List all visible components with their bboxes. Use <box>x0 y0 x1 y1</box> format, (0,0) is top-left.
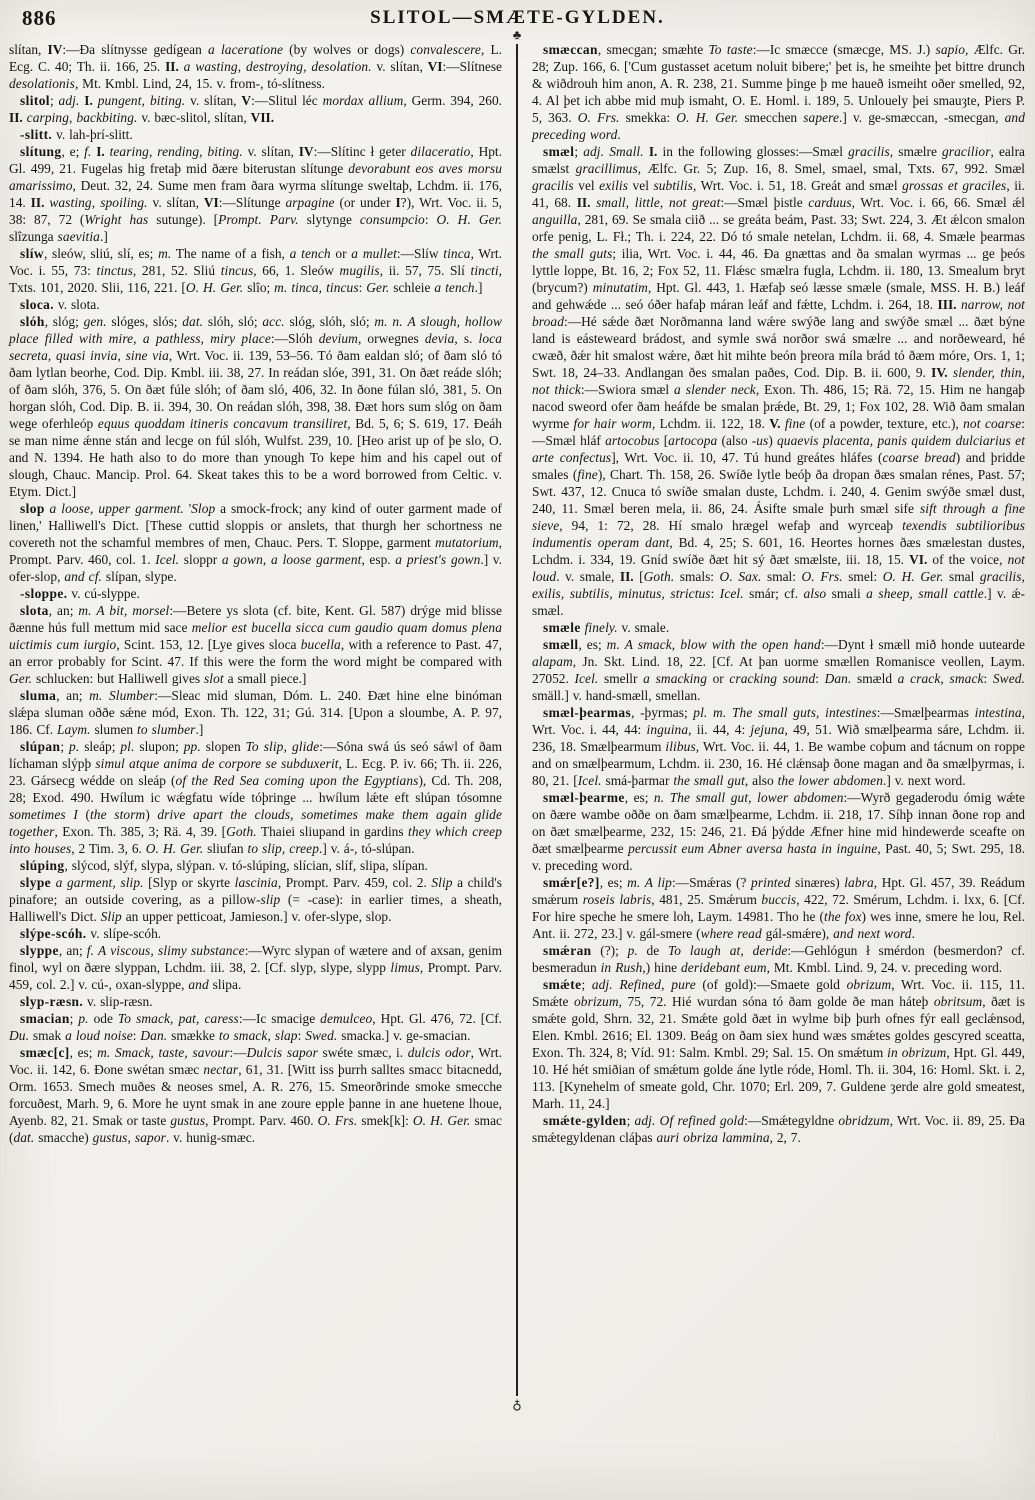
entry-headword: smæl-þearmas <box>543 705 632 720</box>
entry-headword: smæl <box>543 144 575 159</box>
dictionary-entry: smæl-þearmas, -þyrmas; pl. m. The small guts, intestines:—Smælþearmas intestina, Wrt. Voc. i. 44, 44: inguina, ii. 44, 4: jejuna, 49, 51. Wið smælþearma sáre, Lchdm. ii. 236, 18. Smælþearmum ilibus, Wrt. Voc. ii. 44, 1. Be wambe coþum and tácnum on roppe and on smælþearmum, Lchdm. ii. 230, 16. Hé clǽnsaþ ðone magan and ða smælþyrmas, i. 80, 21. [Icel. smá-þarmar the small gut, also the lower abdomen.] v. next word. <box>532 705 1026 788</box>
entry-headword: smæccan <box>543 42 598 57</box>
dictionary-entry: slúpan; p. sleáp; pl. slupon; pp. slopen To slip, glide:—Sóna swá ús seó sáwl of ðam líchaman slýpþ simul atque anima de corpore se subduxerit, L. Ecg. P. iv. 66; Th. ii. 226, 23. Gársecg wédde on sleáp (of the Red Sea coming upon the Egyptians), Cd. Th. 208, 28; Exod. 490. Hwílum ic wǽgfatu wíde tóþringe ... hwílum lǽte eft slúpan tósomne sometimes I (the storm) drive apart the clouds, sometimes make them again glide together, Exon. Th. 385, 3; Rä. 4, 39. [Goth. Thaiei sliupand in gardins they which creep into houses, 2 Tim. 3, 6. O. H. Ger. sliufan to slip, creep.] v. á-, tó-slúpan. <box>9 739 503 856</box>
entry-headword: slúpan <box>20 739 61 754</box>
dictionary-entry: slyppe, an; f. A viscous, slimy substance:—Wyrc slypan of wætere and of axsan, genim finol, wyl on ðære slyppan, Lchdm. iii. 38, 2. [Cf. slyp, slype, slypp limus, Prompt. Parv. 459, col. 2.] v. cú-, oxan-slyppe, and slipa. <box>9 943 503 992</box>
entry-headword: smæle <box>543 620 581 635</box>
right-column <box>532 41 1025 1146</box>
entry-headword: -sloppe. <box>20 586 68 601</box>
entry-headword: slyppe <box>20 943 59 958</box>
dictionary-entry: sloca. v. slota. <box>20 297 100 312</box>
dictionary-entry: smǽte-gylden; adj. Of refined gold:—Smǽtegyldne obridzum, Wrt. Voc. ii. 89, 25. Ða smǽtegyldenan cláþas auri obriza lammina, 2, 7. <box>532 1113 1025 1145</box>
entry-headword: smǽr[e?] <box>543 875 600 890</box>
entry-headword: smǽran <box>543 943 592 958</box>
entry-headword: smacian <box>20 1011 70 1026</box>
entry-headword: smǽte-gylden <box>543 1113 627 1128</box>
dictionary-entry: smæl; adj. Small. I. in the following glosses:—Smæl gracilis, smælre gracilior, ealra smælst gracillimus, Ælfc. Gr. 5; Zup. 16, 8. Smel, smael, smal, Txts. 67, 992. Smæl gracilis vel exilis vel subtilis, Wrt. Voc. i. 51, 18. Greát and smæl grossas et graciles, ii. 41, 68. II. small, little, not great:—Smæl þistle carduus, Wrt. Voc. i. 66, 66. Smæl ǽl anguilla, 281, 69. Se smala ciið ... se greáta beám, Past. 33; Swt. 224, 3. Æt ǽlcon smalon orfe penig, L. Fł.; Th. i. 224, 22. Dó tó smale netelan, Lchdm. ii. 68, 4. Smæle þearmas the small guts; ilia, Wrt. Voc. i. 44, 46. Ða gnættas and ða smalan wyrmas ... ge þeós lyttle loppe, Bt. 16, 2; Fox 52, 11. Flǽsc smælra fugla, Lchdm. ii. 180, 13. Smealum bryt (brycum?) minutatim, Hpt. Gl. 443, 1. Hæfaþ seó læsse smæle (smale, MSS. H. B.) leáf and gehwǽde ... seó óðer hafaþ máran leáf and fǽtte, Lchdm. i. 264, 18. III. narrow, not broad:—Hé sǽde ðæt Norðmanna land wǽre swýðe lang and swýðe smæl ... ðæt býne land is eásteweard brádost, and symle swá norðor swá smælre ... and norðeweard, hé cwæð, ðǽr hit smalost wǽre, ðæt hit mihte beón þreora míla brád tó ðæm móre, Ors. 1, 1; Swt. 18, 24–33. Andlangan ðes smalan paðes, Cod. Dip. B. ii. 600, 9. IV. slender, thin, not thick:—Swiora smæl a slender neck, Exon. Th. 486, 15; Rä. 72, 15. Him ne hangaþ nacod sweord ofer ðam heáfde be smalan þrǽde, Bt. 29, 1; Fox 102, 28. Wið ðam smalan wyrme for hair worm, Lchdm. ii. 122, 18. V. fine (of a powder, texture, etc.), not coarse:—Smæl hláf artocobus [artocopa (also -us) quaevis placenta, panis quidem dulciarius et arte confectus], Wrt. Voc. ii. 10, 47. Tú hund greátes hláfes (coarse bread) and þridde smales (fine), Chart. Th. 158, 26. Swíðe lytle beóþ ða dropan ðæs smalan rénes, Past. 57; Swt. 437, 12. Cnuca tó swíðe smalan duste, Lchdm. i. 240, 4. Genim swýðe smæl dust, 240, 11. Smæl beren mela, ii. 86, 24. Ásifte smale þurh smæl sife sift through a fine sieve, 94, 1: 72, 28. Hí smalo hrægel wefaþ and wyrceaþ texendis subtilioribus indumentis operam dant, Bd. 4, 25; S. 601, 16. Heortes hornes ðæs smælestan dustes, Lchdm. i. 334, 19. Gníd swíðe ðæt hit sý ðæt smælste, iii. 18, 15. VI. of the voice, not loud. v. smale, II. [Goth. smals: O. Sax. smal: O. Frs. smel: O. H. Ger. smal gracilis, exilis, subtilis, minutus, strictus: Icel. smár; cf. also smali a sheep, small cattle.] v. ǽ-smæl. <box>532 144 1026 618</box>
dictionary-entry: smacian; p. ode To smack, pat, caress:—Ic smacige demulceo, Hpt. Gl. 476, 72. [Cf. Du. smak a loud noise: Dan. smække to smack, slap: Swed. smacka.] v. ge-smacian. <box>9 1011 503 1043</box>
entry-headword: smæll <box>543 637 579 652</box>
dictionary-entry: smæle finely. v. smale. <box>543 620 670 635</box>
entry-headword: slítung <box>20 144 62 159</box>
dictionary-entry: slyp-ræsn. v. slip-ræsn. <box>20 994 153 1009</box>
dictionary-entry: slítan, IV:—Ða slítnysse gedígean a laceratione (by wolves or dogs) convalescere, L. Ecg. C. 40; Th. ii. 166, 25. II. a wasting, destroying, desolation. v. slítan, VI:—Slítnese desolationis, Mt. Kmbl. Lind, 24, 15. v. from-, tó-slítness. <box>9 42 502 91</box>
dictionary-entry: slop a loose, upper garment. 'Slop a smock-frock; any kind of outer garment made of linen,' Halliwell's Dict. [These cuttid sloppis or anslets, that thurgh her schortness ne covereth not the schamful membres of men, Chauc. Pers. T. Sloppe, garment mutatorium, Prompt. Parv. 460, col. 1. Icel. sloppr a gown, a loose garment, esp. a priest's gown.] v. ofer-slop, and cf. slípan, slype. <box>9 501 502 584</box>
dictionary-entry: slóh, slóg; gen. slóges, slós; dat. slóh, sló; acc. slóg, slóh, sló; m. n. A slough, hollow place filled with mire, a pathless, miry place:—Slóh devium, orwegnes devia, s. loca secreta, quasi invia, sine via, Wrt. Voc. ii. 139, 53–56. Tó ðam ealdan sló; of ðam sló tó ðam lytlan beorhe, Cod. Dip. Kmbl. iii. 38, 27. In reádan slóe, 391, 31. On ðæt reáde slóh; of ðam slóh, 376, 5. On ðæt fúle slóh; of ðam sló, 406, 32. In ðone fúlan sló, 381, 5. On horgan slóh, Cod. Dip. B. ii. 394, 30. On reádan slóh, 398, 38. Ðæt hors sum slóg on ðam wege oferhleóp equus quoddam itineris concavum transiliret, Bd. 5, 6; S. 619, 17. Ðeáh se man nime ǽnne stán and lecge on fúl slóh, Wulfst. 239, 10. [Heo arist up of þe slo, O. and N. 1394. He hath also to do more than ynough To kepe him and his capel out of slough, Chauc. Mancip. Prol. 64. Skeat takes this to be a word borrowed from Celtic. v. Etym. Dict.] <box>9 314 502 499</box>
dictionary-entry: smæl-þearme, es; n. The small gut, lower abdomen:—Wyrð gegaderodu ómig wǽte on ðære wambe oððe on ðam smælþearme, Lchdm. ii. 218, 17. Síhþ innan ðone rop and on ðæt smælþearme, 232, 15: 246, 21. Ðá þýdde Æfner hine mid hindewerde sceafte on ðæt smælþearme percussit eum Abner aversa hasta in inguine, Past. 40, 5; Swt. 295, 18. v. preceding word. <box>532 790 1025 873</box>
column-rule-top-ornament-icon: ♣ <box>512 27 522 42</box>
entry-headword: slyp-ræsn. <box>20 994 84 1009</box>
dictionary-entry: slúping, slýcod, slýf, slypa, slýpan. v. tó-slúping, slícian, slíf, slipa, slípan. <box>20 858 428 873</box>
entry-headword: sloca. <box>20 297 55 312</box>
entry-headword: slype <box>20 875 52 890</box>
entry-headword: slop <box>20 501 45 516</box>
entry-headword: slúping <box>20 858 65 873</box>
entry-headword: smǽte <box>543 977 582 992</box>
page-number: 886 <box>22 6 57 30</box>
dictionary-entry: -sloppe. v. cú-slyppe. <box>20 586 140 601</box>
running-title: SLITOL—SMÆTE-GYLDEN. <box>370 7 665 28</box>
entry-headword: slitol <box>20 93 50 108</box>
dictionary-entry: slype a garment, slip. [Slyp or skyrte lascinia, Prompt. Parv. 459, col. 2. Slip a child's pinafore; an outside covering, as a pillow-slip (= -case): in earlier times, a sheath, Halliwell's Dict. Slip an upper petticoat, Jamieson.] v. ofer-slype, slop. <box>9 875 502 924</box>
entry-headword: smæl-þearme <box>543 790 625 805</box>
dictionary-entry: smǽr[e?], es; m. A lip:—Smǽras (? printed sinæres) labra, Hpt. Gl. 457, 39. Reádum smǽrum roseis labris, 481, 25. Smǽrum buccis, 422, 72. Smérum, Lchdm. i. lxx, 6. [Cf. For hire speche he smere loh, Laym. 14981. Tho he (the fox) wes inne, smere he lou, Rel. Ant. ii. 272, 23.] v. gál-smere (where read gál-smǽre), and next word. <box>532 875 1025 941</box>
text-columns <box>9 41 1026 1146</box>
entry-headword: slýpe-scóh. <box>20 926 87 941</box>
dictionary-entry: slitol; adj. I. pungent, biting. v. slítan, V:—Slitul léc mordax allium, Germ. 394, 260. II. carping, backbiting. v. bæc-slitol, slítan, VII. <box>9 93 503 125</box>
entry-headword: smæc[c] <box>20 1045 70 1060</box>
dictionary-entry: slota, an; m. A bit, morsel:—Betere ys slota (cf. bite, Kent. Gl. 587) drýge mid blisse ðænne hús full mettum mid sace melior est bucella sicca cum gaudio quam domus plena uictimis cum iurgio, Scint. 153, 12. [Lye gives sloca bucella, with a reference to Past. 47, an error probably for Scint. 47. If this were the form the word might be compared with Ger. schlucken: but Halliwell gives slot a small piece.] <box>9 603 503 686</box>
dictionary-entry: slíw, sleów, sliú, slí, es; m. The name of a fish, a tench or a mullet:—Slíw tinca, Wrt. Voc. i. 55, 73: tinctus, 281, 52. Sliú tincus, 66, 1. Sleów mugilis, ii. 57, 75. Slí tincti, Txts. 101, 2020. Slii, 116, 221. [O. H. Ger. slîo; m. tinca, tincus: Ger. schleie a tench.] <box>9 246 502 295</box>
dictionary-entry: smæccan, smecgan; smæhte To taste:—Ic smæcce (smæcge, MS. J.) sapio, Ælfc. Gr. 28; Zup. 166, 6. ['Cum gustasset acetum noluit bibere;' þet is, he smeihte þet bittre drunch & wiðdrouh him anon, A. R. 238, 21. Summe þinge þ me haueð ismeiht oðer smelled, 92, 4. Al þet ich abbe mid muþ ismaht, O. E. Homl. i. 189, 5. Unlouely þei smauȝte, Piers P. 5, 363. O. Frs. smekka: O. H. Ger. smecchen sapere.] v. ge-smæccan, -smecgan, and preceding word. <box>532 42 1026 142</box>
dictionary-entry: smæll, es; m. A smack, blow with the open hand:—Dynt ł smæll mið honde uutearde alapam, Jn. Skt. Lind. 18, 22. [Cf. At þan uorme smællen Romanisce veollen, Laym. 27052. Icel. smellr a smacking or cracking sound: Dan. smæld a crack, smack: Swed. smäll.] v. hand-smæll, smellan. <box>532 637 1025 703</box>
entry-headword: -slitt. <box>20 127 53 142</box>
dictionary-entry: sluma, an; m. Slumber:—Sleac mid sluman, Dóm. L. 240. Ðæt hine elne binóman slǽpa sluman oððe sǽne mód, Exon. Th. 122, 31; Gú. 314. [Upon a sloumbe, A. P. 97, 186. Cf. Laym. slumen to slumber.] <box>9 688 502 737</box>
dictionary-entry: slítung, e; f. I. tearing, rending, biting. v. slítan, IV:—Slítinc ł geter dilaceratio, Hpt. Gl. 499, 21. Fugelas hig fretaþ mid ðære biterustan slítunge devorabunt eos aves morsu amarissimo, Deut. 32, 24. Sume men fram ðara wyrma slítunge sweltaþ, Lchdm. ii. 176, 14. II. wasting, spoiling. v. slítan, VI:—Slítunge arpagine (or under I?), Wrt. Voc. ii. 5, 38: 87, 72 (Wright has sutunge). [Prompt. Parv. slytynge consumpcio: O. H. Ger. slîzunga saevitia.] <box>9 144 502 244</box>
dictionary-entry: smæc[c], es; m. Smack, taste, savour:—Dulcis sapor swéte smæc, i. dulcis odor, Wrt. Voc. ii. 142, 6. Ðone swétan smæc nectar, 61, 31. [Witt iss þurrh salltes smacc bitacnedd, Orm. 1653. Smech muðes & neoses smel, A. R. 276, 15. Smeorðrinde smoke smecche forcuðest, Marh. 9, 6. More he uynt smak in ane zoure epple þanne in ane huetene lhoue, Ayenb. 82, 21. Smak or taste gustus, Prompt. Parv. 460. O. Frs. smek[k]: O. H. Ger. smac (dat. smacche) gustus, sapor. v. hunig-smæc. <box>9 1045 502 1145</box>
left-column <box>9 41 502 1146</box>
dictionary-entry: -slitt. v. lah-þrí-slitt. <box>20 127 133 142</box>
column-rule-bottom-ornament-icon: ♁ <box>512 1397 522 1412</box>
entry-headword: sluma <box>20 688 57 703</box>
dictionary-entry: slýpe-scóh. v. slípe-scóh. <box>20 926 162 941</box>
entry-headword: slíw <box>20 246 44 261</box>
entry-headword: slota <box>20 603 49 618</box>
dictionary-entry: smǽte; adj. Refined, pure (of gold):—Smaete gold obrizum, Wrt. Voc. ii. 115, 11. Smǽte obrizum, 75, 72. Hié wurdan sóna tó ðam golde ðe man háteþ obritsum, ðæt is smǽte gold, Shrn. 32, 21. Smǽte gold ðæt in wylme biþ þurh ofnes fýr eall geclǽnsod, Elen. Kmbl. 2616; El. 1309. Beág on ðam siex hund wæs smǽtes goldes gescyred sceatta, Exon. Th. 324, 8; Víd. 91: Salm. Kmbl. 29; Sal. 15. On smǽtum in obrizum, Hpt. Gl. 449, 10. Hé hét smiðian of smǽtum golde áne lytle róde, Homl. Th. ii. 304, 16: Homl. Skt. i. 2, 113. [Kynehelm of smeate gold, Chr. 1070; Erl. 209, 7. Guldene ȝerde alre gold smeatest, Marh. 11, 24.] <box>532 977 1025 1111</box>
entry-headword: slóh <box>20 314 45 329</box>
dictionary-entry: smǽran (?); p. de To laugh at, deride:—Gehlógun ł smérdon (besmerdon? cf. besmeradun in Rush,) hine deridebant eum, Mt. Kmbl. Lind. 9, 24. v. preceding word. <box>532 943 1026 975</box>
